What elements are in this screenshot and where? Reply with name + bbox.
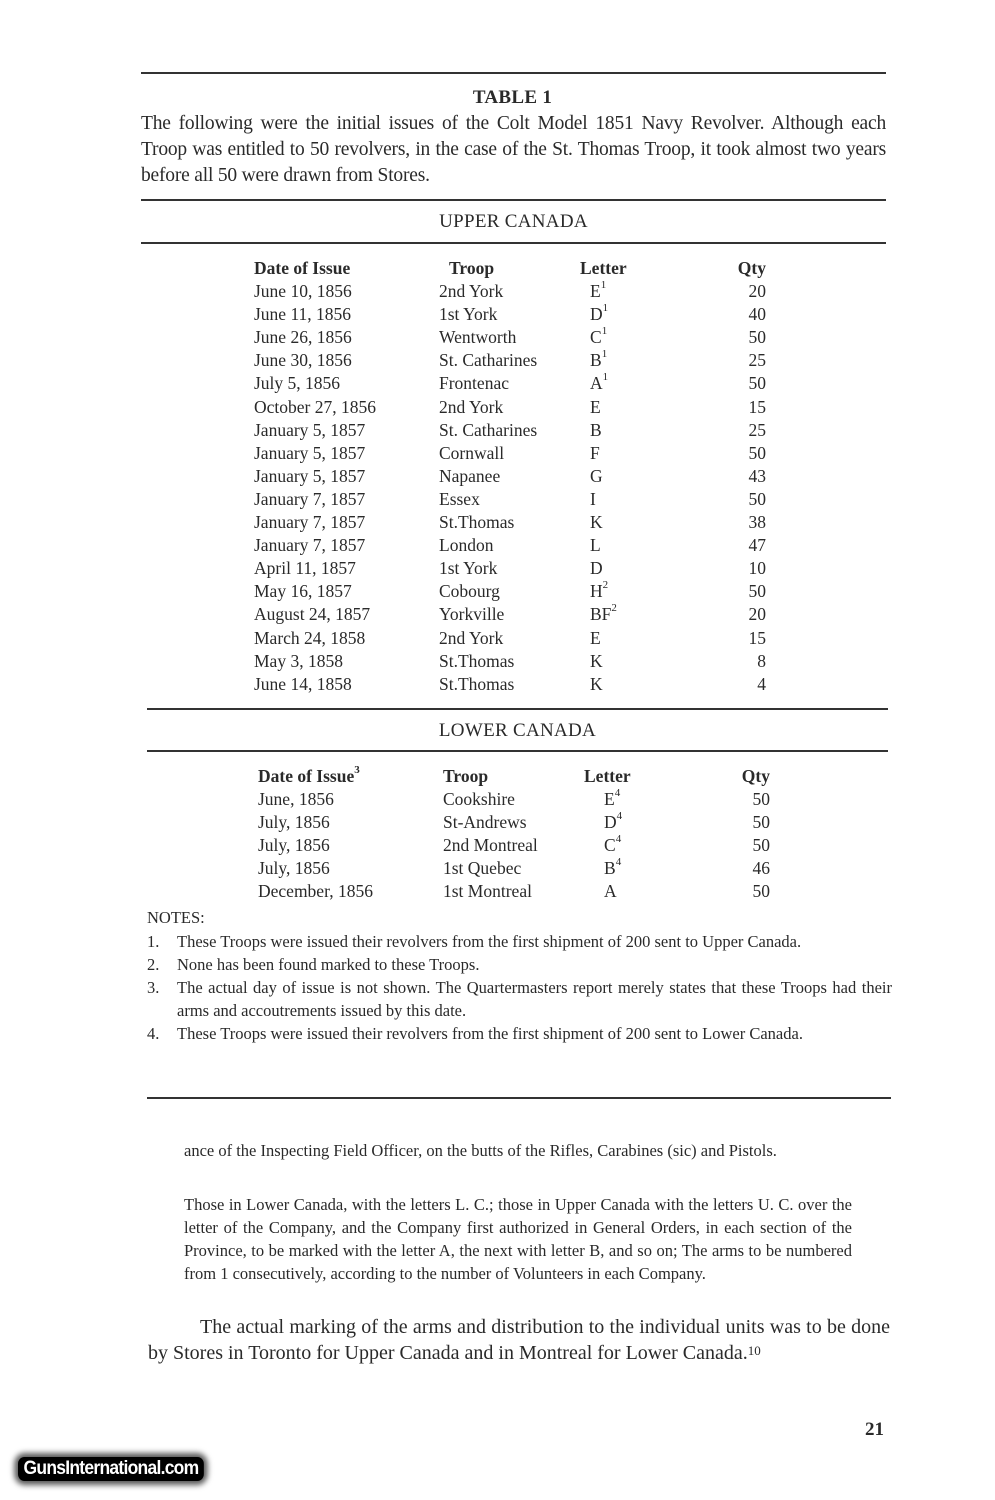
cell-letter bbox=[604, 812, 622, 833]
lower-canada-heading: LOWER CANADA bbox=[438, 720, 597, 741]
cell-troop: 2nd York bbox=[439, 396, 504, 417]
cell-letter bbox=[590, 350, 607, 371]
cell-date: January 7, 1857 bbox=[254, 512, 366, 532]
cell-troop: 1st York bbox=[439, 558, 498, 579]
cell-letter bbox=[590, 581, 608, 602]
col-header-troop: Troop bbox=[449, 258, 495, 278]
cell-troop: St. Catharines bbox=[439, 350, 538, 371]
cell-letter-value: L bbox=[590, 535, 601, 556]
cell-letter-value: I bbox=[590, 488, 596, 509]
note-text: The actual day of issue is not shown. The Quartermasters report merely states that these Troops had their arms and accoutrements issued by this date. bbox=[177, 978, 892, 1020]
cell-qty: 43 bbox=[748, 465, 766, 486]
cell-troop: Cobourg bbox=[439, 581, 500, 602]
cell-date: June 10, 1856 bbox=[254, 281, 352, 301]
cell-troop: St. Catharines bbox=[439, 419, 538, 440]
cell-date: April 11, 1857 bbox=[254, 558, 356, 579]
upper-rule-bottom bbox=[141, 242, 886, 244]
table-row bbox=[254, 489, 814, 512]
quote-paragraph-1: ance of the Inspecting Field Officer, on the butts of the Rifles, Carabines (sic) and Pistols. bbox=[184, 1141, 777, 1160]
cell-qty: 50 bbox=[748, 442, 766, 463]
cell-letter-value: E bbox=[604, 789, 615, 809]
cell-letter-value: G bbox=[590, 465, 603, 486]
table-row bbox=[254, 535, 814, 558]
note-item bbox=[147, 976, 892, 1022]
col-header-date bbox=[258, 766, 360, 787]
table-row bbox=[254, 674, 814, 697]
cell-letter-value: C bbox=[590, 327, 602, 348]
cell-qty: 40 bbox=[748, 304, 766, 325]
table-row bbox=[254, 373, 814, 396]
cell-letter-value: K bbox=[590, 512, 603, 532]
cell-letter-value: C bbox=[604, 835, 616, 856]
cell-qty: 4 bbox=[757, 673, 766, 694]
cell-troop: Essex bbox=[439, 488, 480, 509]
cell-date: June, 1856 bbox=[258, 789, 334, 809]
cell-letter-footnote: 1 bbox=[602, 302, 609, 315]
cell-letter bbox=[590, 651, 603, 672]
cell-date: January 7, 1857 bbox=[254, 488, 366, 509]
cell-date: January 5, 1857 bbox=[254, 419, 366, 440]
cell-troop: 1st Quebec bbox=[443, 858, 522, 879]
cell-letter-value: E bbox=[590, 627, 601, 648]
cell-letter bbox=[590, 535, 601, 556]
cell-letter bbox=[590, 281, 606, 302]
note-number: 2. bbox=[147, 955, 160, 974]
table-row bbox=[258, 789, 818, 812]
notes-bottom-rule bbox=[147, 1097, 891, 1099]
cell-letter bbox=[604, 858, 621, 879]
cell-troop: 1st Montreal bbox=[443, 881, 532, 902]
col-header-date: Date of Issue bbox=[254, 258, 351, 278]
cell-qty: 15 bbox=[748, 627, 766, 648]
cell-troop: Wentworth bbox=[439, 327, 517, 348]
cell-date: July, 1856 bbox=[258, 858, 330, 879]
table-intro: The following were the initial issues of the Colt Model 1851 Navy Revolver. Although each Troop was entitled to 50 revolvers, in the case of the St. Thomas Troop, it took almost two years before all 50 were drawn from Stores. bbox=[141, 113, 886, 186]
note-item bbox=[147, 953, 892, 976]
cell-letter bbox=[604, 789, 620, 810]
table-row bbox=[254, 327, 814, 350]
cell-qty: 46 bbox=[752, 858, 770, 879]
table-row bbox=[254, 397, 814, 420]
col-header-letter: Letter bbox=[584, 766, 631, 786]
notes-heading: NOTES: bbox=[147, 908, 205, 927]
cell-troop: London bbox=[439, 535, 494, 556]
cell-letter bbox=[590, 466, 603, 487]
table-row bbox=[254, 350, 814, 373]
table-row bbox=[254, 581, 814, 604]
table-row bbox=[254, 420, 814, 443]
cell-letter-value: D bbox=[590, 304, 603, 325]
table-row bbox=[254, 512, 814, 535]
cell-letter-footnote: 4 bbox=[615, 856, 622, 869]
cell-troop: Cornwall bbox=[439, 442, 505, 463]
cell-troop: St.Thomas bbox=[439, 512, 515, 532]
cell-letter-value: D bbox=[604, 812, 617, 833]
page-number: 21 bbox=[865, 1419, 884, 1440]
note-number: 1. bbox=[147, 932, 160, 951]
cell-qty: 50 bbox=[748, 373, 766, 394]
cell-qty: 50 bbox=[752, 789, 770, 809]
note-text: These Troops were issued their revolvers from the first shipment of 200 sent to Upper Canada. bbox=[177, 932, 802, 951]
cell-letter bbox=[590, 628, 601, 649]
cell-date: June 14, 1858 bbox=[254, 673, 352, 694]
cell-letter bbox=[590, 327, 607, 348]
cell-letter-value: B bbox=[590, 419, 602, 440]
cell-letter-value: E bbox=[590, 396, 601, 417]
cell-letter bbox=[590, 397, 601, 418]
cell-letter-footnote: 1 bbox=[601, 325, 608, 338]
note-number: 3. bbox=[147, 978, 160, 997]
cell-date: January 7, 1857 bbox=[254, 535, 366, 556]
cell-letter bbox=[590, 604, 617, 625]
cell-letter-footnote: 4 bbox=[614, 787, 621, 799]
cell-letter-value: A bbox=[604, 881, 617, 902]
lower-rule-top bbox=[147, 708, 888, 710]
cell-date: June 30, 1856 bbox=[254, 350, 352, 371]
cell-letter bbox=[590, 512, 603, 533]
cell-letter-value: F bbox=[590, 442, 600, 463]
body-paragraph bbox=[148, 1314, 890, 1366]
cell-qty: 15 bbox=[748, 396, 766, 417]
cell-letter-value: K bbox=[590, 650, 603, 671]
cell-letter-value: K bbox=[590, 673, 603, 694]
lower-canada-table bbox=[258, 766, 818, 906]
cell-letter-footnote: 2 bbox=[611, 602, 617, 615]
table-header-row bbox=[258, 766, 818, 789]
cell-qty: 50 bbox=[748, 488, 766, 509]
cell-date: August 24, 1857 bbox=[254, 604, 371, 625]
table-row bbox=[254, 558, 814, 581]
table-row bbox=[254, 443, 814, 466]
cell-qty: 47 bbox=[748, 535, 766, 556]
cell-qty: 50 bbox=[752, 835, 770, 856]
cell-letter bbox=[604, 881, 617, 902]
table-row bbox=[254, 604, 814, 627]
cell-date: May 16, 1857 bbox=[254, 581, 352, 602]
cell-qty: 38 bbox=[748, 512, 766, 532]
table-row bbox=[258, 835, 818, 858]
lower-rule-bottom bbox=[147, 750, 888, 752]
table-row bbox=[254, 628, 814, 651]
cell-date: June 26, 1856 bbox=[254, 327, 352, 348]
cell-date: March 24, 1858 bbox=[254, 627, 366, 648]
cell-troop: Cookshire bbox=[443, 789, 515, 809]
quote-paragraph-2: Those in Lower Canada, with the letters L. C.; those in Upper Canada with the letters U. C. over the letter of the Company, and the Company first authorized in General Orders, in each section of the Province, to be marked with the letter A, the next with letter B, and so on; The arms to be numbered from 1 consecutively, according to the number of Volunteers in each Company. bbox=[184, 1195, 852, 1283]
cell-date: January 5, 1857 bbox=[254, 442, 366, 463]
cell-letter-footnote: 1 bbox=[600, 279, 607, 291]
cell-letter-value: H bbox=[590, 581, 603, 602]
cell-letter-footnote: 2 bbox=[602, 579, 609, 592]
cell-date: May 3, 1858 bbox=[254, 650, 343, 671]
cell-date: January 5, 1857 bbox=[254, 465, 366, 486]
cell-qty: 20 bbox=[748, 281, 766, 301]
note-number: 4. bbox=[147, 1024, 160, 1043]
cell-date: July, 1856 bbox=[258, 835, 330, 856]
cell-qty: 50 bbox=[752, 812, 770, 833]
col-header-qty: Qty bbox=[737, 258, 766, 278]
cell-troop: Napanee bbox=[439, 465, 501, 486]
body-paragraph-text: The actual marking of the arms and distribution to the individual units was to be done by Stores in Toronto for Upper Canada and in Montreal for Lower Canada. bbox=[148, 1316, 890, 1364]
cell-letter-footnote: 1 bbox=[601, 348, 608, 361]
cell-qty: 10 bbox=[748, 558, 766, 579]
cell-troop: St.Thomas bbox=[439, 650, 515, 671]
cell-letter-value: BF bbox=[590, 604, 612, 625]
cell-date: July, 1856 bbox=[258, 812, 330, 833]
col-header-letter: Letter bbox=[580, 258, 627, 278]
cell-letter-footnote: 4 bbox=[616, 810, 623, 823]
cell-date: July 5, 1856 bbox=[254, 373, 341, 394]
cell-letter-footnote: 1 bbox=[602, 371, 609, 384]
cell-letter bbox=[590, 304, 608, 325]
cell-letter-value: D bbox=[590, 558, 603, 579]
cell-letter bbox=[590, 674, 603, 695]
cell-qty: 50 bbox=[752, 881, 770, 902]
footnote-ref: 10 bbox=[747, 1343, 761, 1358]
cell-troop: 2nd York bbox=[439, 627, 504, 648]
cell-letter-value: B bbox=[604, 858, 616, 879]
cell-troop: 1st York bbox=[439, 304, 498, 325]
watermark-logo: GunsInternational.com bbox=[18, 1457, 204, 1481]
table-row bbox=[254, 281, 814, 304]
notes-section bbox=[147, 906, 892, 1045]
cell-letter bbox=[590, 373, 608, 394]
cell-letter-value: E bbox=[590, 281, 601, 301]
cell-date: December, 1856 bbox=[258, 881, 373, 902]
cell-qty: 25 bbox=[748, 419, 766, 440]
cell-qty: 25 bbox=[748, 350, 766, 371]
cell-date: June 11, 1856 bbox=[254, 304, 352, 325]
cell-troop: St-Andrews bbox=[443, 812, 527, 833]
cell-troop: Yorkville bbox=[439, 604, 505, 625]
table-row bbox=[258, 881, 818, 904]
table-row bbox=[254, 304, 814, 327]
top-rule bbox=[141, 72, 886, 74]
cell-date: October 27, 1856 bbox=[254, 396, 376, 417]
note-item bbox=[147, 930, 892, 953]
cell-qty: 50 bbox=[748, 581, 766, 602]
table-row bbox=[258, 812, 818, 835]
cell-troop: St.Thomas bbox=[439, 673, 515, 694]
upper-rule-top bbox=[141, 199, 886, 201]
table-row bbox=[254, 466, 814, 489]
col-header-date-footnote: 3 bbox=[354, 764, 360, 776]
col-header-troop: Troop bbox=[443, 766, 489, 786]
cell-letter bbox=[604, 835, 621, 856]
cell-qty: 20 bbox=[748, 604, 766, 625]
cell-letter bbox=[590, 420, 602, 441]
cell-letter bbox=[590, 558, 603, 579]
note-text: None has been found marked to these Troops. bbox=[177, 955, 480, 974]
col-header-qty: Qty bbox=[741, 766, 770, 786]
table-row bbox=[258, 858, 818, 881]
cell-letter bbox=[590, 489, 596, 510]
note-item bbox=[147, 1022, 892, 1045]
cell-letter-value: A bbox=[590, 373, 603, 394]
upper-canada-table bbox=[254, 258, 814, 698]
cell-troop: Frontenac bbox=[439, 373, 509, 394]
cell-letter-footnote: 4 bbox=[615, 833, 622, 846]
cell-letter bbox=[590, 443, 600, 464]
col-header-date-label: Date of Issue bbox=[258, 766, 355, 786]
table-title: TABLE 1 bbox=[472, 87, 553, 108]
cell-troop: 2nd Montreal bbox=[443, 835, 538, 856]
note-text: These Troops were issued their revolvers from the first shipment of 200 sent to Lower Canada. bbox=[177, 1024, 803, 1043]
upper-canada-heading: UPPER CANADA bbox=[439, 211, 588, 232]
cell-qty: 8 bbox=[757, 650, 766, 671]
table-row bbox=[254, 651, 814, 674]
table-header-row bbox=[254, 258, 814, 281]
cell-letter-value: B bbox=[590, 350, 602, 371]
cell-qty: 50 bbox=[748, 327, 766, 348]
cell-troop: 2nd York bbox=[439, 281, 504, 301]
